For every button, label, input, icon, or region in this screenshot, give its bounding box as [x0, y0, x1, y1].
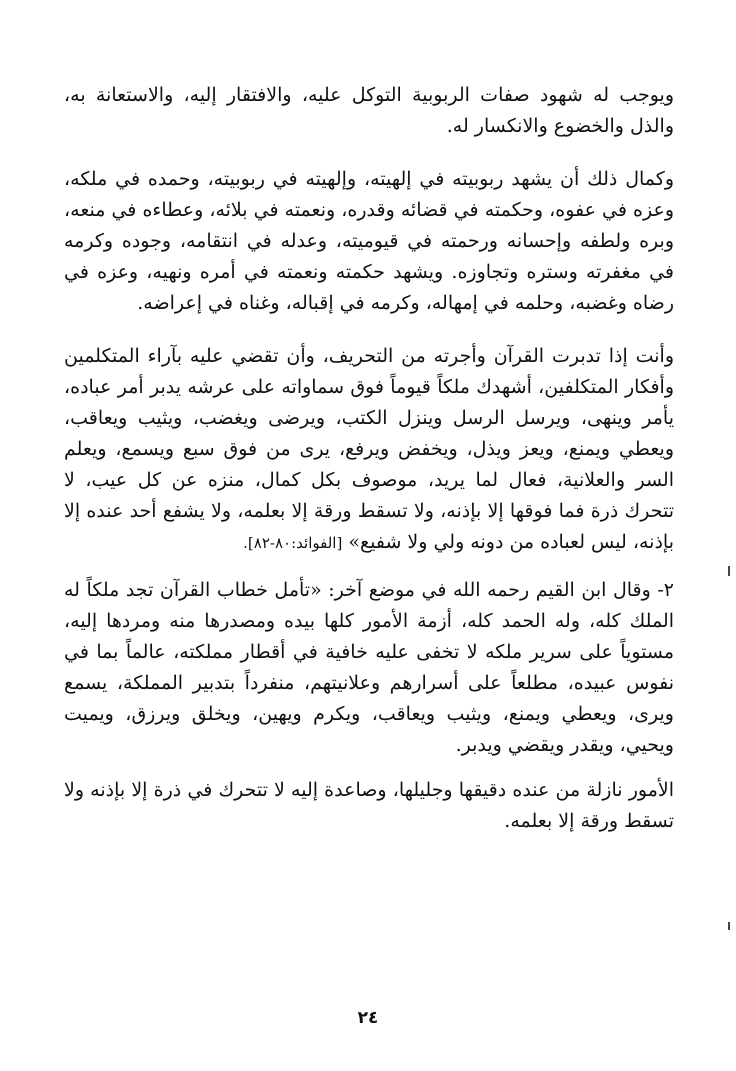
citation-reference: [الفوائد:٨٠-٨٢]. — [243, 534, 343, 552]
paragraph-5 — [64, 775, 674, 837]
scan-edge-mark — [728, 922, 730, 930]
paragraph-5-text: الأمور نازلة من عنده دقيقها وجليلها، وصاعدة إليه لا تتحرك في ذرة إلا بإذنه ولا تسقط ورقة إلا بعلمه. — [64, 779, 674, 832]
page-number: ٢٤ — [357, 1008, 379, 1028]
paragraph-1-text: ويوجب له شهود صفات الربوبية التوكل عليه، والافتقار إليه، والاستعانة به، والذل والخضوع والانكسار له. — [64, 84, 674, 137]
paragraph-3-text: وأنت إذا تدبرت القرآن وأجرته من التحريف، وأن تقضي عليه بآراء المتكلمين وأفكار المتكلفين، أشهدك ملكاً قيوماً فوق سماواته على عرشه يدبر أمر عباده، يأمر وينهى، ويرسل الرسل وينزل الكتب، ويرضى ويغضب، ويثيب ويعاقب، ويعطي ويمنع، ويعز ويذل، ويخفض ويرفع، يرى من فوق سبع ويسمع، ويعلم السر والعلانية، فعال لما يريد، موصوف بكل كمال، منزه عن كل عيب، لا تتحرك ذرة فما فوقها إلا بإذنه، ولا تسقط ورقة إلا بعلمه، ولا يشفع أحد عنده إلا بإذنه، ليس لعباده من دونه ولي ولا شفيع» — [64, 345, 674, 553]
paragraph-2 — [64, 164, 674, 319]
page-body — [64, 80, 674, 837]
paragraph-4-text: ٢- وقال ابن القيم رحمه الله في موضع آخر: «تأمل خطاب القرآن تجد ملكاً له الملك كله، وله الحمد كله، أزمة الأمور كلها بيده ومصدرها منه ومردها إليه، مستوياً على سرير ملكه لا تخفى عليه خافية في أقطار مملكته، عالماً بما في نفوس عبيده، مطلعاً على أسرارهم وعلانيتهم، منفرداً بتدبير المملكة، يسمع ويرى، ويعطي ويمنع، ويثيب ويعاقب، ويكرم ويهين، ويخلق ويرزق، ويميت ويحيي، ويقدر ويقضي ويدبر. — [64, 579, 674, 756]
paragraph-4 — [64, 575, 674, 761]
paragraph-1 — [64, 80, 674, 142]
paragraph-3 — [64, 341, 674, 559]
scan-edge-mark — [728, 566, 730, 576]
paragraph-2-text: وكمال ذلك أن يشهد ربوبيته في إلهيته، وإلهيته في ربوبيته، وحمده في ملكه، وعزه في عفوه، وحكمته في قضائه وقدره، ونعمته في بلائه، وعطاءه في منعه، وبره ولطفه وإحسانه ورحمته في قيوميته، وعدله في انتقامه، وجوده وكرمه في مغفرته وستره وتجاوزه. ويشهد حكمته ونعمته في أمره ونهيه، وعزه في رضاه وغضبه، وحلمه في إمهاله، وكرمه في إقباله، وغناه في إعراضه. — [64, 168, 674, 314]
